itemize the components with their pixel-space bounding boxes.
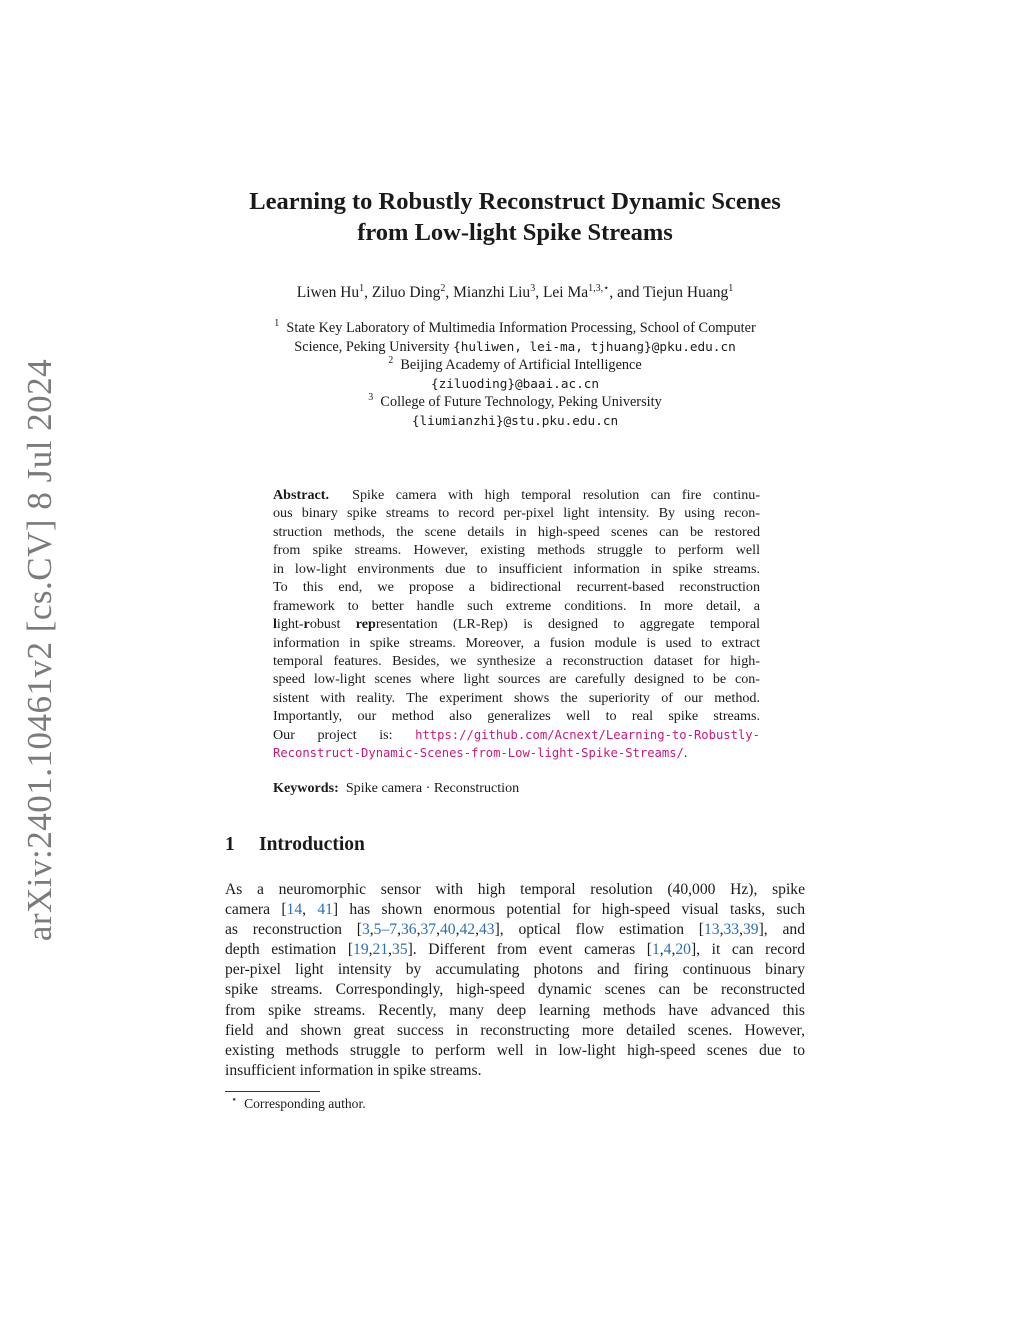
abstract-line: speed low-light scenes where light sources are carefully designed to be con- (273, 671, 760, 688)
body-text: camera [ (225, 901, 287, 919)
citation-link[interactable]: 36 (400, 921, 417, 939)
citation-link[interactable]: 20 (675, 941, 691, 959)
section-number: 1 (225, 834, 235, 855)
body-line: depth estimation [19,21,35]. Different from event cameras [1,4,20], it can record (225, 941, 805, 959)
abstract (273, 486, 760, 763)
introduction-paragraph (225, 880, 805, 1081)
body-line: field and shown great success in reconstructing more detailed scenes. However, (225, 1021, 805, 1039)
body-line (225, 900, 805, 920)
abstract-line: struction methods, the scene details in high-speed scenes can be restored (273, 523, 760, 540)
footnote-mark: ⋆ (231, 1094, 238, 1106)
author-affiliation-mark: 2 (440, 282, 446, 294)
affiliation-mark: 2 (388, 355, 394, 367)
author-list (200, 284, 830, 302)
author-name: , and Tiejun Huang (609, 284, 729, 301)
author-affiliation-mark: 1 (359, 282, 365, 294)
keywords (273, 780, 519, 797)
section-heading (225, 834, 365, 856)
affiliation-1 (200, 319, 830, 338)
project-url-link[interactable]: https://github.com/Acnext/Learning-to-Robustly- (415, 727, 760, 742)
title-line-2: from Low-light Spike Streams (357, 219, 673, 246)
affiliation-1-line-1: State Key Laboratory of Multimedia Information Processing, School of Computer (286, 320, 756, 336)
body-line: insufficient information in spike streams. (225, 1061, 482, 1079)
footnote-divider (225, 1091, 320, 1092)
affiliation-mark: 1 (274, 318, 280, 330)
affiliation-1-email: {huliwen, lei-ma, tjhuang}@pku.edu.cn (453, 338, 736, 354)
citation-link[interactable]: 4 (663, 941, 672, 959)
abstract-line: framework to better handle such extreme conditions. In more detail, a (273, 597, 760, 614)
citation-link[interactable]: 43 (478, 921, 495, 939)
affiliation-3 (200, 393, 830, 412)
author-name: , Ziluo Ding (364, 284, 441, 301)
citation-link[interactable]: 35 (392, 941, 408, 959)
body-text: ]. Different from event cameras [ (407, 941, 652, 959)
abstract-line (273, 726, 760, 744)
citation-link[interactable]: 1 (651, 941, 660, 959)
affiliation-3-name: College of Future Technology, Peking University (380, 394, 662, 411)
keywords-text: Spike camera · Reconstruction (345, 780, 520, 796)
affiliation-1-cont (200, 338, 830, 357)
abstract-line: sistent with reality. The experiment shows the superiority of our method. (273, 689, 760, 706)
citation-link[interactable]: 21 (372, 941, 389, 959)
author-affiliation-mark: 1 (728, 282, 734, 294)
body-line: existing methods struggle to perform well in low-light high-speed scenes due to (225, 1041, 805, 1059)
abstract-line: information in spike streams. Moreover, a fusion module is used to extract (273, 634, 760, 651)
citation-link[interactable]: 3 (361, 921, 370, 939)
body-line: as reconstruction [3,5–7,36,37,40,42,43], optical flow estimation [13,33,39], and (225, 921, 805, 939)
abstract-text: Spike camera with high temporal resolution can fire continu- (352, 487, 761, 503)
citation-link[interactable]: 40 (439, 921, 456, 939)
affiliation-3-email: {liumianzhi}@stu.pku.edu.cn (411, 412, 619, 428)
body-text: ], optical flow estimation [ (494, 921, 704, 939)
abstract-line: temporal features. Besides, we synthesize a reconstruction dataset for high- (273, 652, 760, 669)
abstract-text: Our project is: (273, 726, 416, 743)
body-text: as reconstruction [ (225, 921, 362, 939)
body-text: ], it can record (690, 941, 805, 959)
body-text: ] has shown enormous potential for high-speed visual tasks, such (332, 901, 805, 919)
abstract-text: resentation (LR-Rep) is designed to aggregate temporal (375, 616, 760, 633)
affiliation-2-email-line (200, 375, 830, 394)
project-url-link-cont[interactable]: Reconstruct-Dynamic-Scenes-from-Low-light-Spike-Streams/ (273, 746, 684, 761)
citation-link[interactable]: 5–7 (373, 921, 398, 939)
affiliation-1-line-2: Science, Peking University (294, 338, 454, 355)
abstract-line (273, 615, 760, 633)
citation-link[interactable]: 37 (420, 921, 437, 939)
arxiv-identifier-stamp: arXiv:2401.10461v2 [cs.CV] 8 Jul 2024 (20, 358, 59, 942)
body-line: per-pixel light intensity by accumulating photons and firing continuous binary (225, 961, 805, 979)
footnote-text: Corresponding author. (244, 1096, 366, 1111)
keywords-label: Keywords: (273, 780, 339, 796)
body-line: As a neuromorphic sensor with high temporal resolution (40,000 Hz), spike (225, 881, 805, 898)
abstract-text: obust (309, 616, 356, 633)
title-line-1: Learning to Robustly Reconstruct Dynamic Scenes (249, 188, 781, 215)
citation-link[interactable]: 13 (704, 921, 720, 939)
bold-letter: rep (355, 616, 376, 633)
citation-link[interactable]: 33 (723, 921, 740, 939)
affiliation-mark: 3 (368, 392, 374, 404)
body-line: from spike streams. Recently, many deep learning methods have advanced this (225, 1001, 805, 1019)
citation-link[interactable]: 19 (353, 941, 369, 959)
author-name: , Mianzhi Liu (445, 284, 531, 301)
abstract-line: in low-light environments due to insufficient information in spike streams. (273, 560, 760, 577)
abstract-line: Importantly, our method also generalizes well to real spike streams. (273, 708, 760, 725)
body-text: ], and (758, 921, 805, 939)
footnote (231, 1096, 366, 1112)
abstract-line (273, 486, 760, 504)
abstract-line (273, 744, 760, 762)
section-title: Introduction (259, 834, 365, 855)
affiliation-2 (200, 356, 830, 375)
author-name: , Lei Ma (535, 284, 589, 301)
citation-link[interactable]: 14 (286, 901, 303, 919)
affiliation-3-email-line (200, 412, 830, 431)
author-affiliation-mark: 1,3,⋆ (588, 282, 610, 294)
body-text: , (302, 901, 318, 919)
abstract-label: Abstract. (273, 487, 329, 503)
affiliation-2-email: {ziluoding}@baai.ac.cn (430, 375, 600, 391)
citation-link[interactable]: 39 (743, 921, 759, 939)
body-line: spike streams. Correspondingly, high-speed dynamic scenes can be reconstructed (225, 981, 805, 999)
affiliation-2-name: Beijing Academy of Artificial Intelligence (400, 357, 642, 374)
citation-link[interactable]: 41 (317, 901, 333, 919)
abstract-line: from spike streams. However, existing methods struggle to perform well (273, 542, 760, 559)
body-text: depth estimation [ (225, 941, 354, 959)
abstract-text: ight- (276, 616, 304, 633)
bold-letter: r (303, 616, 310, 633)
author-affiliation-mark: 3 (530, 282, 536, 294)
paper-title (215, 186, 815, 248)
affiliations (200, 319, 830, 431)
abstract-line: ous binary spike streams to record per-pixel light intensity. By using recon- (273, 505, 760, 522)
citation-link[interactable]: 42 (459, 921, 476, 939)
abstract-text: . (683, 745, 688, 762)
abstract-line: To this end, we propose a bidirectional recurrent-based reconstruction (273, 579, 760, 596)
author-name: Liwen Hu (296, 284, 360, 301)
bold-letter: l (273, 616, 277, 633)
